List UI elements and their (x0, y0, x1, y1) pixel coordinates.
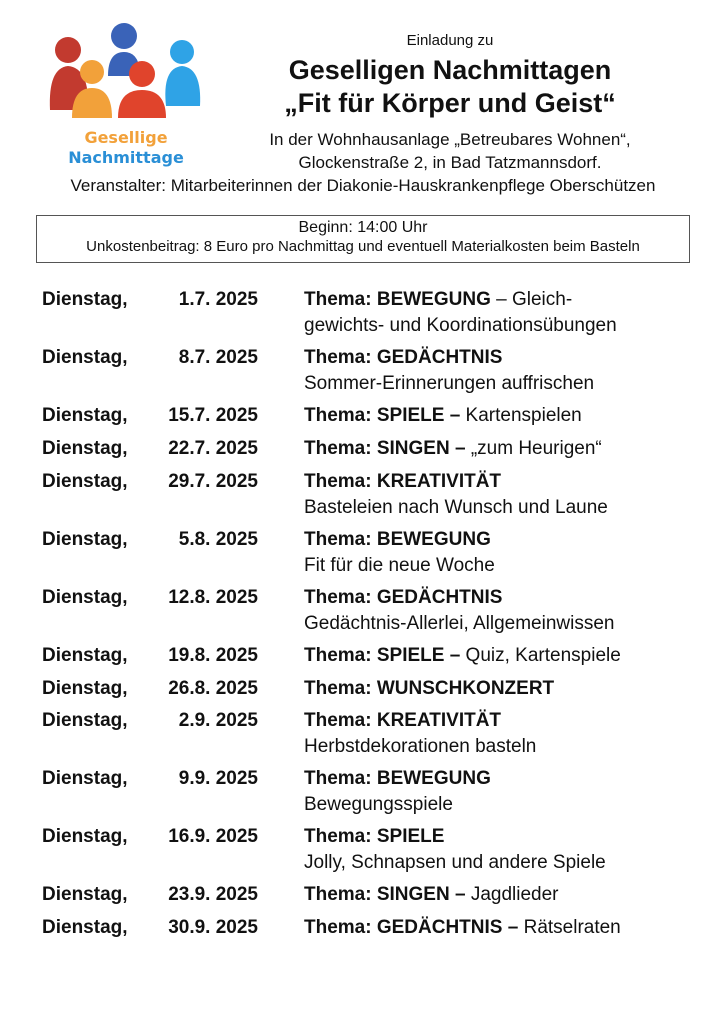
topic-label: Thema: SINGEN – (304, 884, 466, 905)
schedule-date: 23.9. 2025 (168, 884, 258, 905)
schedule-topic (304, 708, 714, 760)
schedule-topic (304, 345, 714, 397)
schedule-date: 12.8. 2025 (168, 587, 258, 608)
schedule-date: 8.7. 2025 (178, 347, 258, 368)
topic-detail: Kartenspielen (460, 405, 582, 426)
schedule-day: Dienstag, (42, 438, 128, 459)
schedule-date: 2.9. 2025 (178, 710, 258, 731)
schedule-date: 26.8. 2025 (168, 678, 258, 699)
topic-label: Thema: KREATIVITÄT (304, 710, 502, 731)
page-title: Geselligen Nachmittagen (288, 55, 612, 85)
schedule-date: 1.7. 2025 (178, 289, 258, 310)
logo-line2: Nachmittage (68, 148, 184, 167)
schedule-date: 22.7. 2025 (168, 438, 258, 459)
cost-note: Unkostenbeitrag: 8 Euro pro Nachmittag und eventuell Materialkosten beim Basteln (86, 238, 640, 255)
schedule-topic (304, 643, 714, 669)
topic-description: gewichts- und Koordinationsübungen (304, 315, 617, 336)
schedule-date: 16.9. 2025 (168, 826, 258, 847)
schedule-day: Dienstag, (42, 645, 128, 666)
page-subtitle: „Fit für Körper und Geist“ (284, 88, 616, 118)
topic-detail: Jagdlieder (465, 884, 559, 905)
schedule-day: Dienstag, (42, 768, 128, 789)
schedule-topic (304, 766, 714, 818)
schedule-topic (304, 824, 714, 876)
schedule-date: 19.8. 2025 (168, 645, 258, 666)
topic-label: Thema: SINGEN – (304, 438, 466, 459)
topic-label: Thema: SPIELE – (304, 405, 461, 426)
schedule-day: Dienstag, (42, 678, 128, 699)
topic-label: Thema: GEDÄCHTNIS (304, 347, 503, 368)
topic-detail: Quiz, Kartenspiele (460, 645, 621, 666)
logo-line1: Gesellige (84, 128, 168, 147)
schedule-topic (304, 287, 714, 339)
schedule-date: 29.7. 2025 (168, 471, 258, 492)
schedule-topic (304, 527, 714, 579)
schedule-day: Dienstag, (42, 471, 128, 492)
schedule-date: 5.8. 2025 (178, 529, 258, 550)
topic-description: Bewegungsspiele (304, 794, 453, 815)
topic-description: Gedächtnis-Allerlei, Allgemeinwissen (304, 613, 615, 634)
topic-label: Thema: BEWEGUNG (304, 289, 491, 310)
topic-description: Jolly, Schnapsen und andere Spiele (304, 852, 606, 873)
topic-label: Thema: BEWEGUNG (304, 768, 491, 789)
topic-label: Thema: WUNSCHKONZERT (304, 678, 555, 699)
schedule-day: Dienstag, (42, 289, 128, 310)
schedule-day: Dienstag, (42, 917, 128, 938)
invite-text: Einladung zu (406, 32, 494, 49)
schedule-topic (304, 436, 714, 462)
schedule-date: 15.7. 2025 (168, 405, 258, 426)
schedule-day: Dienstag, (42, 710, 128, 731)
schedule-topic (304, 585, 714, 637)
schedule-topic (304, 676, 714, 702)
topic-label: Thema: KREATIVITÄT (304, 471, 502, 492)
schedule-date: 9.9. 2025 (178, 768, 258, 789)
topic-label: Thema: SPIELE (304, 826, 445, 847)
schedule-day: Dienstag, (42, 884, 128, 905)
schedule-topic (304, 882, 714, 908)
topic-description: Fit für die neue Woche (304, 555, 495, 576)
organizer-line: Veranstalter: Mitarbeiterinnen der Diakonie-Hauskrankenpflege Oberschützen (70, 176, 656, 195)
topic-label: Thema: GEDÄCHTNIS – (304, 917, 519, 938)
location-line2: Glockenstraße 2, in Bad Tatzmannsdorf. (298, 153, 602, 172)
topic-detail: Rätselraten (518, 917, 621, 938)
topic-label: Thema: SPIELE – (304, 645, 461, 666)
schedule-day: Dienstag, (42, 529, 128, 550)
start-time: Beginn: 14:00 Uhr (298, 219, 428, 236)
topic-description: Herbstdekorationen basteln (304, 736, 537, 757)
schedule-topic (304, 403, 714, 429)
topic-description: Sommer-Erinnerungen auffrischen (304, 373, 595, 394)
logo-wordmark (46, 128, 206, 168)
schedule-day: Dienstag, (42, 826, 128, 847)
topic-label: Thema: BEWEGUNG (304, 529, 491, 550)
topic-detail: „zum Heurigen“ (465, 438, 602, 459)
schedule-topic (304, 469, 714, 521)
topic-detail: – Gleich- (490, 289, 573, 310)
info-box (36, 215, 690, 263)
schedule-date: 30.9. 2025 (168, 917, 258, 938)
schedule-topic (304, 915, 714, 941)
schedule-day: Dienstag, (42, 587, 128, 608)
schedule-day: Dienstag, (42, 405, 128, 426)
topic-description: Basteleien nach Wunsch und Laune (304, 497, 608, 518)
topic-label: Thema: GEDÄCHTNIS (304, 587, 503, 608)
schedule-day: Dienstag, (42, 347, 128, 368)
location-line1: In der Wohnhausanlage „Betreubares Wohnen“, (269, 130, 631, 149)
